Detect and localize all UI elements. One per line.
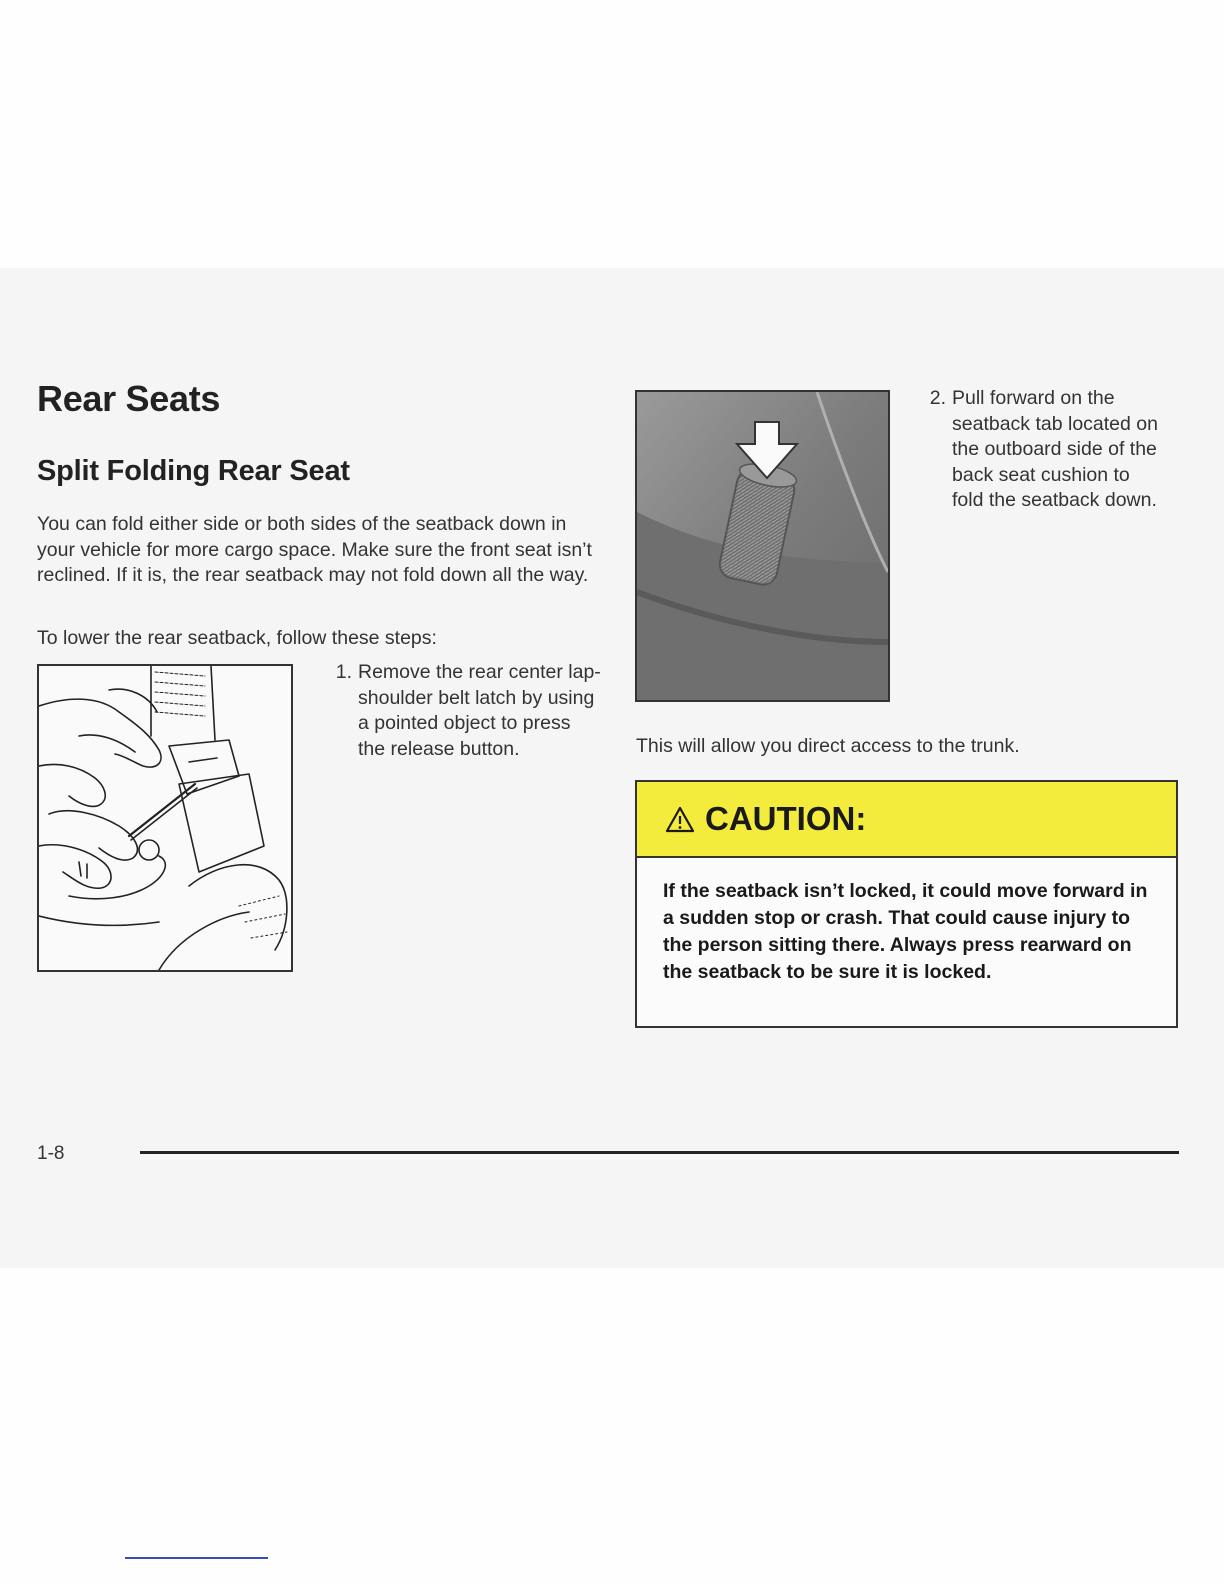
caution-text: If the seatback isn’t locked, it could move forward in a sudden stop or crash. That could cause injury to the person sitting there. Always press rearward on the seatback to be sure it is locked. bbox=[663, 880, 1148, 983]
intro-paragraph: You can fold either side or both sides of the seatback down in your vehicle for more cargo space. Make sure the front seat isn’t reclined. If it is, the rear seatback may not fold down all the way. bbox=[37, 513, 592, 586]
warning-triangle-icon bbox=[665, 806, 695, 833]
step-1-number: 1. bbox=[335, 661, 352, 683]
step-2 bbox=[916, 386, 1166, 514]
step-1-text: Remove the rear center lap-shoulder belt latch by using a pointed object to press the release button. bbox=[358, 661, 601, 760]
seatback-tab-photo bbox=[635, 390, 890, 702]
caution-box bbox=[635, 780, 1178, 1028]
footer-accent-line bbox=[125, 1557, 268, 1559]
trunk-access-note: This will allow you direct access to the trunk. bbox=[636, 735, 1020, 757]
belt-latch-illustration bbox=[37, 664, 293, 972]
steps-intro: To lower the rear seatback, follow these steps: bbox=[37, 627, 437, 649]
step-2-text: Pull forward on the seatback tab located on the outboard side of the back seat cushion to fold the seatback down. bbox=[952, 387, 1158, 511]
section-subtitle: Split Folding Rear Seat bbox=[37, 455, 350, 487]
step-1 bbox=[322, 660, 602, 762]
page-title: Rear Seats bbox=[37, 378, 221, 419]
caution-heading: CAUTION: bbox=[705, 800, 867, 837]
caution-header bbox=[637, 782, 1176, 858]
step-2-number: 2. bbox=[929, 387, 946, 409]
footer-rule bbox=[140, 1151, 1179, 1154]
page-number: 1-8 bbox=[37, 1143, 65, 1164]
